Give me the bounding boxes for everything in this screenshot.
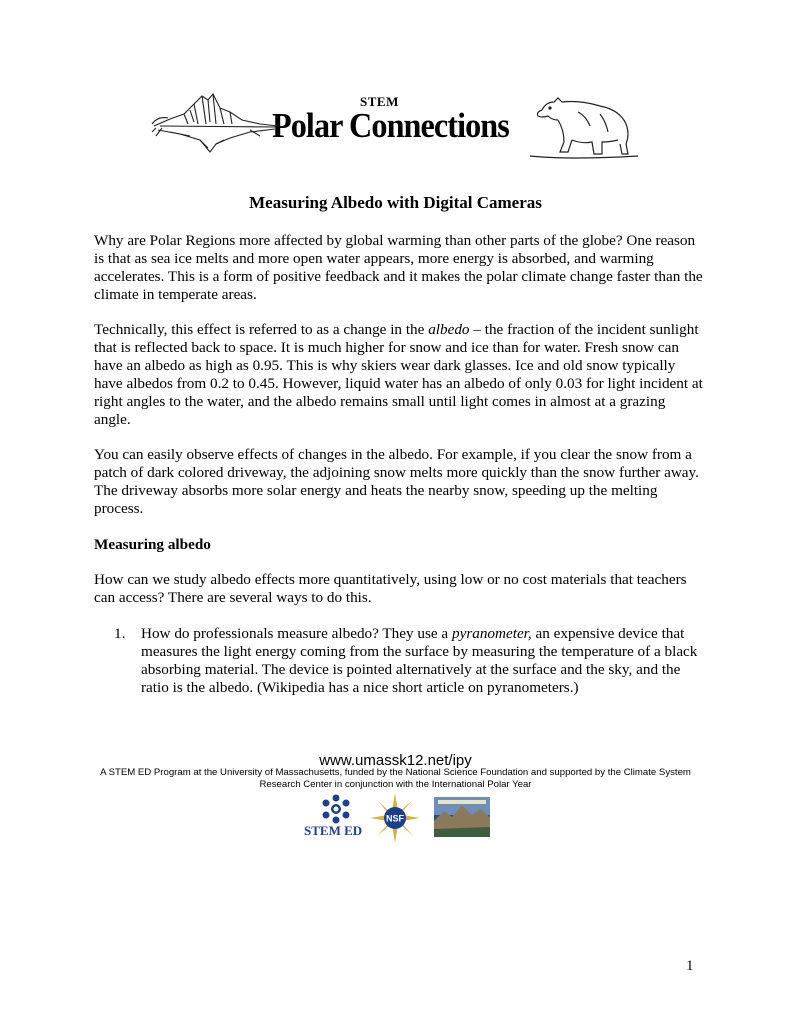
paragraph-text: Technically, this effect is referred to as a change in the [94,321,429,338]
footer-credit: A STEM ED Program at the University of Massachusetts, funded by the National Science Foundation and supported by the Climate System Research Center in conjunction with the International Polar Year [100,767,691,790]
list-item-text: an expensive device that measures the light energy coming from the surface by measuring the temperature of a black absorbing material. The device is pointed alternatively at the surface and the sky, and the ratio is the albedo. (Wikipedia has a nice short article on pyranometers.) [141,625,698,696]
stem-label: STEM [360,94,399,109]
paragraph-albedo-definition [94,321,704,429]
paragraph-text: – the fraction of the incident sunlight that is reflected back to space. It is much higher for snow and ice than for water. Fresh snow can have an albedo as high as 0.95. This is why skiers wear dark glasses. Ice and old snow typically have albedos from 0.2 to 0.45. However, liquid water has an albedo of only 0.03 for light incident at right angles to the water, and the albedo remains small until light comes in almost at a grazing angle. [94,321,703,428]
emphasis-albedo: albedo [428,321,470,338]
list-item [114,625,709,697]
paragraph-driveway-example: You can easily observe effects of changes in the albedo. For example, if you clear the snow from a patch of dark colored driveway, the adjoining snow melts more quickly than the snow further away. The driveway absorbs more solar energy and heats the nearby snow, speeding up the melting process. [94,446,699,517]
footer-logos [300,793,500,843]
list-item-text: How do professionals measure albedo? They use a [141,625,452,642]
footer-url: www.umassk12.net/ipy [319,752,472,769]
paragraph-intro: Why are Polar Regions more affected by global warming than other parts of the globe? One reason is that as sea ice melts and more open water appears, more energy is absorbed, and warming accelerates. This is a form of positive feedback and it makes the polar climate change faster than the climate in temperate areas. [94,232,703,303]
page-number: 1 [686,958,694,974]
document-title: Measuring Albedo with Digital Cameras [249,193,542,212]
nsf-logo [370,793,420,843]
methods-list [114,625,709,697]
stemed-star-logo [318,793,354,825]
stemed-logo-text: STEM ED [304,823,363,838]
header-banner [150,86,640,166]
list-item-number: 1. [114,625,126,642]
section-heading: Measuring albedo [94,536,211,553]
iceberg-illustration [150,86,280,166]
emphasis-pyranometer: pyranometer, [451,625,532,642]
paragraph-methods-intro: How can we study albedo effects more quantitatively, using low or no cost materials that teachers can access? There are several ways to do this. [94,571,687,606]
climate-center-logo [434,797,490,837]
nsf-logo-text: NSF [386,813,404,824]
polar-bear-illustration [530,86,640,166]
brand-title: Polar Connections [272,106,509,145]
